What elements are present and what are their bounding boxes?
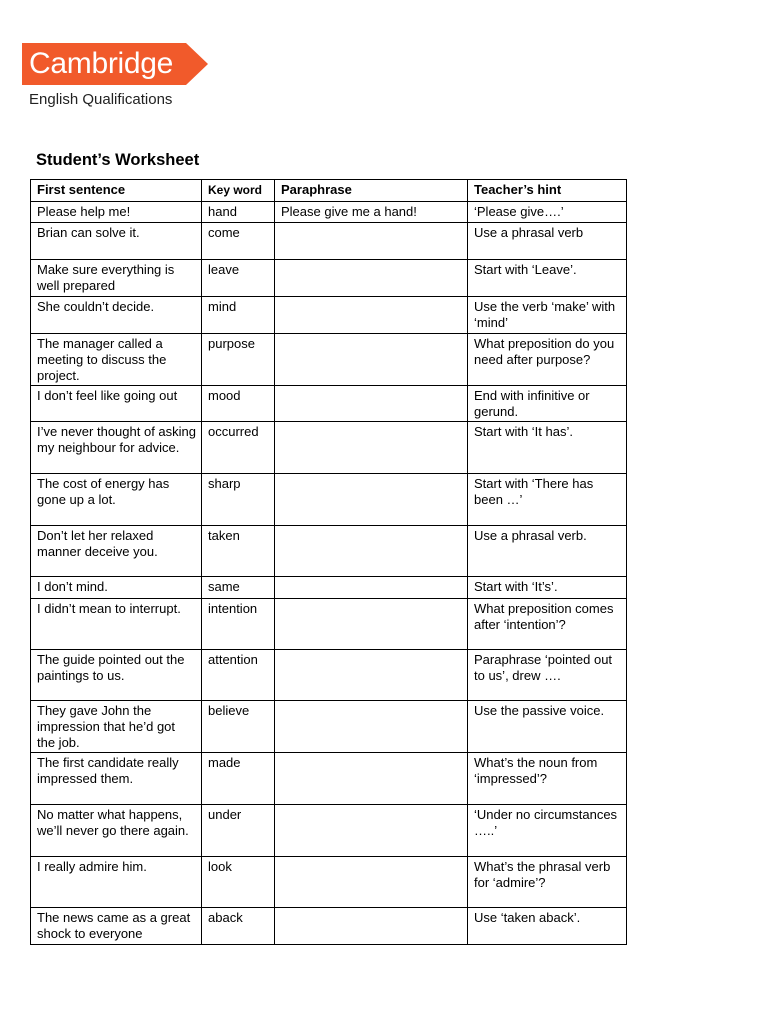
first-sentence-cell: The guide pointed out the paintings to us. — [31, 650, 202, 701]
table-row — [31, 805, 627, 857]
header-key-word: Key word — [202, 180, 275, 202]
first-sentence-cell: The manager called a meeting to discuss the project. — [31, 334, 202, 386]
teachers-hint-cell: ‘Please give….’ — [468, 202, 627, 223]
paraphrase-cell[interactable] — [275, 422, 468, 474]
paraphrase-cell[interactable] — [275, 805, 468, 857]
paraphrase-cell[interactable] — [275, 334, 468, 386]
key-word-cell: aback — [202, 908, 275, 945]
first-sentence-cell: I’ve never thought of asking my neighbour for advice. — [31, 422, 202, 474]
brand-subtitle: English Qualifications — [29, 91, 173, 108]
header-first-sentence: First sentence — [31, 180, 202, 202]
cambridge-logo — [22, 43, 208, 85]
key-word-cell: mind — [202, 297, 275, 334]
paraphrase-cell: Please give me a hand! — [275, 202, 468, 223]
teachers-hint-cell: Start with ‘Leave’. — [468, 260, 627, 297]
paraphrase-cell[interactable] — [275, 223, 468, 260]
first-sentence-cell: I didn’t mean to interrupt. — [31, 599, 202, 650]
table-row — [31, 474, 627, 526]
table-row — [31, 526, 627, 577]
first-sentence-cell: No matter what happens, we’ll never go there again. — [31, 805, 202, 857]
teachers-hint-cell: Use the verb ‘make’ with ‘mind’ — [468, 297, 627, 334]
header-teachers-hint: Teacher’s hint — [468, 180, 627, 202]
teachers-hint-cell: What preposition comes after ‘intention’? — [468, 599, 627, 650]
teachers-hint-cell: Start with ‘It’s’. — [468, 577, 627, 599]
table-row — [31, 297, 627, 334]
key-word-cell: hand — [202, 202, 275, 223]
key-word-cell: leave — [202, 260, 275, 297]
teachers-hint-cell: Paraphrase ‘pointed out to us’, drew …. — [468, 650, 627, 701]
key-word-cell: come — [202, 223, 275, 260]
table-row — [31, 753, 627, 805]
first-sentence-cell: The cost of energy has gone up a lot. — [31, 474, 202, 526]
first-sentence-cell: Don’t let her relaxed manner deceive you. — [31, 526, 202, 577]
teachers-hint-cell: Use the passive voice. — [468, 701, 627, 753]
table-row — [31, 422, 627, 474]
table-row — [31, 386, 627, 422]
paraphrase-cell[interactable] — [275, 577, 468, 599]
first-sentence-cell: She couldn’t decide. — [31, 297, 202, 334]
example-row — [31, 202, 627, 223]
first-sentence-cell: The first candidate really impressed them. — [31, 753, 202, 805]
teachers-hint-cell: Use ‘taken aback’. — [468, 908, 627, 945]
worksheet-title: Student’s Worksheet — [36, 151, 200, 169]
worksheet-table — [30, 179, 627, 945]
key-word-cell: sharp — [202, 474, 275, 526]
key-word-cell: believe — [202, 701, 275, 753]
paraphrase-cell[interactable] — [275, 260, 468, 297]
table-row — [31, 223, 627, 260]
first-sentence-cell: I don’t feel like going out — [31, 386, 202, 422]
teachers-hint-cell: ‘Under no circumstances …..’ — [468, 805, 627, 857]
first-sentence-cell: I don’t mind. — [31, 577, 202, 599]
key-word-cell: taken — [202, 526, 275, 577]
table-row — [31, 908, 627, 945]
first-sentence-cell: Please help me! — [31, 202, 202, 223]
table-row — [31, 260, 627, 297]
teachers-hint-cell: Start with ‘It has’. — [468, 422, 627, 474]
key-word-cell: same — [202, 577, 275, 599]
teachers-hint-cell: Start with ‘There has been …’ — [468, 474, 627, 526]
paraphrase-cell[interactable] — [275, 701, 468, 753]
paraphrase-cell[interactable] — [275, 908, 468, 945]
first-sentence-cell: Make sure everything is well prepared — [31, 260, 202, 297]
key-word-cell: made — [202, 753, 275, 805]
table-row — [31, 701, 627, 753]
table-row — [31, 599, 627, 650]
key-word-cell: mood — [202, 386, 275, 422]
table-row — [31, 577, 627, 599]
header-row — [31, 180, 627, 202]
paraphrase-cell[interactable] — [275, 650, 468, 701]
teachers-hint-cell: What’s the phrasal verb for ‘admire’? — [468, 857, 627, 908]
paraphrase-cell[interactable] — [275, 474, 468, 526]
teachers-hint-cell: What’s the noun from ‘impressed’? — [468, 753, 627, 805]
first-sentence-cell: They gave John the impression that he’d got the job. — [31, 701, 202, 753]
teachers-hint-cell: End with infinitive or gerund. — [468, 386, 627, 422]
table-row — [31, 334, 627, 386]
teachers-hint-cell: Use a phrasal verb — [468, 223, 627, 260]
key-word-cell: attention — [202, 650, 275, 701]
teachers-hint-cell: Use a phrasal verb. — [468, 526, 627, 577]
brand-name: Cambridge — [29, 47, 174, 80]
first-sentence-cell: I really admire him. — [31, 857, 202, 908]
paraphrase-cell[interactable] — [275, 857, 468, 908]
paraphrase-cell[interactable] — [275, 526, 468, 577]
first-sentence-cell: The news came as a great shock to everyone — [31, 908, 202, 945]
paraphrase-cell[interactable] — [275, 599, 468, 650]
table-row — [31, 857, 627, 908]
paraphrase-cell[interactable] — [275, 386, 468, 422]
key-word-cell: intention — [202, 599, 275, 650]
header-paraphrase: Paraphrase — [275, 180, 468, 202]
key-word-cell: purpose — [202, 334, 275, 386]
first-sentence-cell: Brian can solve it. — [31, 223, 202, 260]
table-row — [31, 650, 627, 701]
teachers-hint-cell: What preposition do you need after purpose? — [468, 334, 627, 386]
key-word-cell: occurred — [202, 422, 275, 474]
paraphrase-cell[interactable] — [275, 297, 468, 334]
paraphrase-cell[interactable] — [275, 753, 468, 805]
key-word-cell: look — [202, 857, 275, 908]
key-word-cell: under — [202, 805, 275, 857]
